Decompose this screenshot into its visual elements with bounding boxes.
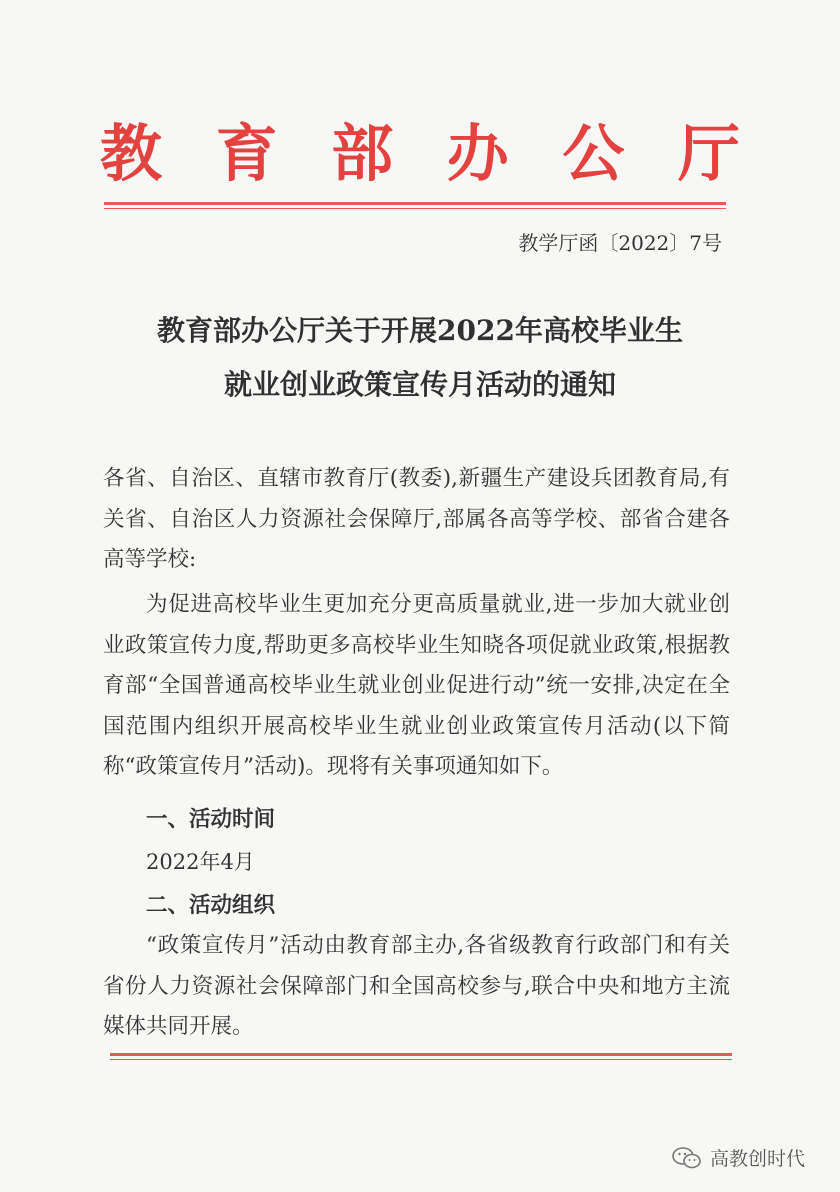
footer-red-rule	[110, 1053, 732, 1061]
header-char: 部	[331, 117, 394, 190]
section-2-paragraph	[103, 926, 730, 1048]
document-title-line-2: 就业创业政策宣传月活动的通知	[223, 368, 616, 401]
header-char: 公	[562, 117, 625, 190]
addressee-text: 各省、自治区、直辖市教育厅(教委),新疆生产建设兵团教育局,有关省、自治区人力资源社会保障厅,部属各高等学校、部省合建各高等学校:	[103, 466, 730, 572]
section-2-content: “政策宣传月”活动由教育部主办,各省级教育行政部门和有关省份人力资源社会保障部门和全国高校参与,联合中央和地方主流媒体共同开展。	[103, 933, 730, 1039]
header-char: 办	[446, 117, 509, 190]
header-red-rule	[104, 202, 726, 210]
section-2-heading: 二、活动组织	[146, 893, 276, 918]
document-number: 教学厅函〔2022〕7号	[518, 231, 722, 255]
watermark-text: 高教创时代	[710, 1148, 806, 1170]
intro-paragraph	[103, 585, 730, 788]
header-char: 厅	[677, 117, 740, 190]
wechat-icon	[672, 1146, 702, 1170]
section-1-heading: 一、活动时间	[146, 807, 276, 832]
document-title-line-1: 教育部办公厅关于开展2022年高校毕业生	[157, 314, 683, 347]
wechat-watermark	[672, 1144, 805, 1171]
header-char: 育	[215, 117, 278, 190]
section-1-content: 2022年4月	[146, 850, 255, 874]
addressee-paragraph	[103, 459, 730, 581]
header-char: 教	[100, 117, 163, 190]
issuer-header	[100, 118, 740, 190]
intro-text: 为促进高校毕业生更加充分更高质量就业,进一步加大就业创业政策宣传力度,帮助更多高校毕业生知晓各项促就业政策,根据教育部“全国普通高校毕业生就业创业促进行动”统一安排,决定在全国范围内组织开展高校毕业生就业创业政策宣传月活动(以下简称“政策宣传月”活动)。现将有关事项通知如下。	[103, 592, 730, 779]
